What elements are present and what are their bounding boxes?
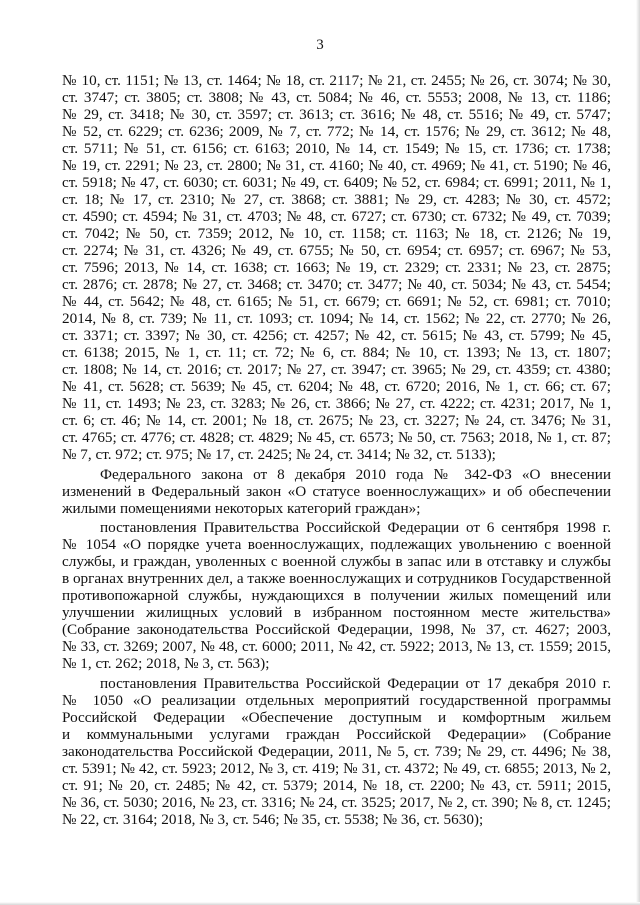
text-line: № 41, ст. 5628; ст. 5639; № 45, ст. 6204; № 48, ст. 6720; 2016, № 1, ст. 66; ст. 67;: [62, 378, 611, 395]
text-line: ст. 1808; № 14, ст. 2016; ст. 2017; № 27, ст. 3947; ст. 3965; № 29, ст. 4359; ст. 4380;: [62, 361, 611, 378]
text-line: ст. 2876; ст. 2878; № 27, ст. 3468; ст. 3470; ст. 3477; № 40, ст. 5034; № 43, ст. 5454;: [62, 276, 611, 293]
text-line: № 1054 «О порядке учета военнослужащих, подлежащих увольнению с военной: [62, 536, 611, 553]
text-line: № 22, ст. 3164; 2018, № 3, ст. 546; № 35, ст. 5538; № 36, ст. 5630);: [62, 811, 484, 828]
text-line: ст. 4765; ст. 4776; ст. 4828; ст. 4829; № 45, ст. 6573; № 50, ст. 7563; 2018, № 1, ст. 87;: [62, 429, 611, 446]
text-line: 2014, № 8, ст. 739; № 11, ст. 1093; ст. 1094; № 14, ст. 1562; № 22, ст. 2770; № 26,: [62, 310, 611, 327]
text-line: ст. 6; ст. 46; № 14, ст. 2001; № 18, ст. 2675; № 23, ст. 3227; № 24, ст. 3476; № 31,: [62, 412, 611, 429]
page-number: 3: [316, 37, 324, 53]
text-line: законодательства Российской Федерации, 2011, № 5, ст. 739; № 29, ст. 4496; № 38,: [62, 743, 611, 760]
text-line: в органах внутренних дел, а также военнослужащих и сотрудников Государственной: [62, 570, 611, 587]
text-line: ст. 5711; № 51, ст. 6156; ст. 6163; 2010, № 14, ст. 1549; № 15, ст. 1736; ст. 1738;: [62, 140, 611, 157]
text-line: № 7, ст. 972; ст. 975; № 17, ст. 2425; № 24, ст. 3414; № 32, ст. 5133);: [62, 446, 496, 463]
text-line: и коммунальными услугами граждан Российской Федерации» (Собрание: [62, 726, 611, 743]
text-line: улучшении жилищных условий в избранном постоянном месте жительства»: [62, 604, 611, 621]
text-line: ст. 3371; ст. 3397; № 30, ст. 4256; ст. 4257; № 42, ст. 5615; № 43, ст. 5799; № 45,: [62, 327, 611, 344]
text-line: № 19, ст. 2291; № 23, ст. 2800; № 31, ст. 4160; № 40, ст. 4969; № 41, ст. 5190; № 46,: [62, 157, 611, 174]
text-line: № 1050 «О реализации отдельных мероприятий государственной программы: [62, 692, 611, 709]
text-line: противопожарной службы, нуждающихся в получении жилых помещений или: [62, 587, 611, 604]
text-line: ст. 2274; № 31, ст. 4326; № 49, ст. 6755; № 50, ст. 6954; ст. 6957; ст. 6967; № 53,: [62, 242, 611, 259]
text-line: Российской Федерации «Обеспечение доступным и комфортным жильем: [62, 709, 611, 726]
text-line: № 52, ст. 6229; ст. 6236; 2009, № 7, ст. 772; № 14, ст. 1576; № 29, ст. 3612; № 48,: [62, 123, 611, 140]
text-line: ст. 18; № 17, ст. 2310; № 27, ст. 3868; ст. 3881; № 29, ст. 4283; № 30, ст. 4572;: [62, 191, 611, 208]
text-line: Федерального закона от 8 декабря 2010 года № 342-ФЗ «О внесении: [100, 466, 611, 483]
text-line: ст. 7042; № 50, ст. 7359; 2012, № 10, ст. 1158; ст. 1163; № 18, ст. 2126; № 19,: [62, 225, 611, 242]
text-line: (Собрание законодательства Российской Федерации, 1998, № 37, ст. 4627; 2003,: [62, 621, 611, 638]
text-line: постановления Правительства Российской Федерации от 17 декабря 2010 г.: [100, 675, 611, 692]
text-line: № 44, ст. 5642; № 48, ст. 6165; № 51, ст. 6679; ст. 6691; № 52, ст. 6981; ст. 7010;: [62, 293, 611, 310]
text-line: службы, и граждан, уволенных с военной службы в запас или в отставку и службы: [62, 553, 611, 570]
text-line: ст. 91; № 20, ст. 2485; № 42, ст. 5379; 2014, № 18, ст. 2200; № 43, ст. 5911; 2015,: [62, 777, 611, 794]
scan-edge-shadow: [636, 0, 640, 905]
text-line: ст. 3747; ст. 3805; ст. 3808; № 43, ст. 5084; № 46, ст. 5553; 2008, № 13, ст. 1186;: [62, 89, 611, 106]
text-line: № 1, ст. 262; 2018, № 3, ст. 563);: [62, 655, 270, 672]
text-line: ст. 7596; 2013, № 14, ст. 1638; ст. 1663; № 19, ст. 2329; ст. 2331; № 23, ст. 2875;: [62, 259, 611, 276]
text-line: изменений в Федеральный закон «О статусе военнослужащих» и об обеспечении: [62, 483, 611, 500]
text-line: постановления Правительства Российской Федерации от 6 сентября 1998 г.: [100, 519, 611, 536]
text-line: ст. 6138; 2015, № 1, ст. 11; ст. 72; № 6, ст. 884; № 10, ст. 1393; № 13, ст. 1807;: [62, 344, 611, 361]
text-line: ст. 5391; № 42, ст. 5923; 2012, № 3, ст. 419; № 31, ст. 4372; № 49, ст. 6855; 2013, № 2,: [62, 760, 611, 777]
text-line: ст. 5918; № 47, ст. 6030; ст. 6031; № 49, ст. 6409; № 52, ст. 6984; ст. 6991; 2011, № 1,: [62, 174, 611, 191]
text-line: № 11, ст. 1493; № 23, ст. 3283; № 26, ст. 3866; № 27, ст. 4222; ст. 4231; 2017, № 1,: [62, 395, 611, 412]
text-line: № 29, ст. 3418; № 30, ст. 3597; ст. 3613; ст. 3616; № 48, ст. 5516; № 49, ст. 5747;: [62, 106, 611, 123]
text-line: № 33, ст. 3269; 2007, № 48, ст. 6000; 2011, № 42, ст. 5922; 2013, № 13, ст. 1559; 2015,: [62, 638, 611, 655]
text-line: жилыми помещениями некоторых категорий граждан»;: [62, 500, 421, 517]
text-line: № 36, ст. 5030; 2016, № 23, ст. 3316; № 24, ст. 3525; 2017, № 2, ст. 390; № 8, ст. 1245;: [62, 794, 611, 811]
text-line: № 10, ст. 1151; № 13, ст. 1464; № 18, ст. 2117; № 21, ст. 2455; № 26, ст. 3074; № 30,: [62, 72, 611, 89]
text-line: ст. 4590; ст. 4594; № 31, ст. 4703; № 48, ст. 6727; ст. 6730; ст. 6732; № 49, ст. 7039;: [62, 208, 611, 225]
